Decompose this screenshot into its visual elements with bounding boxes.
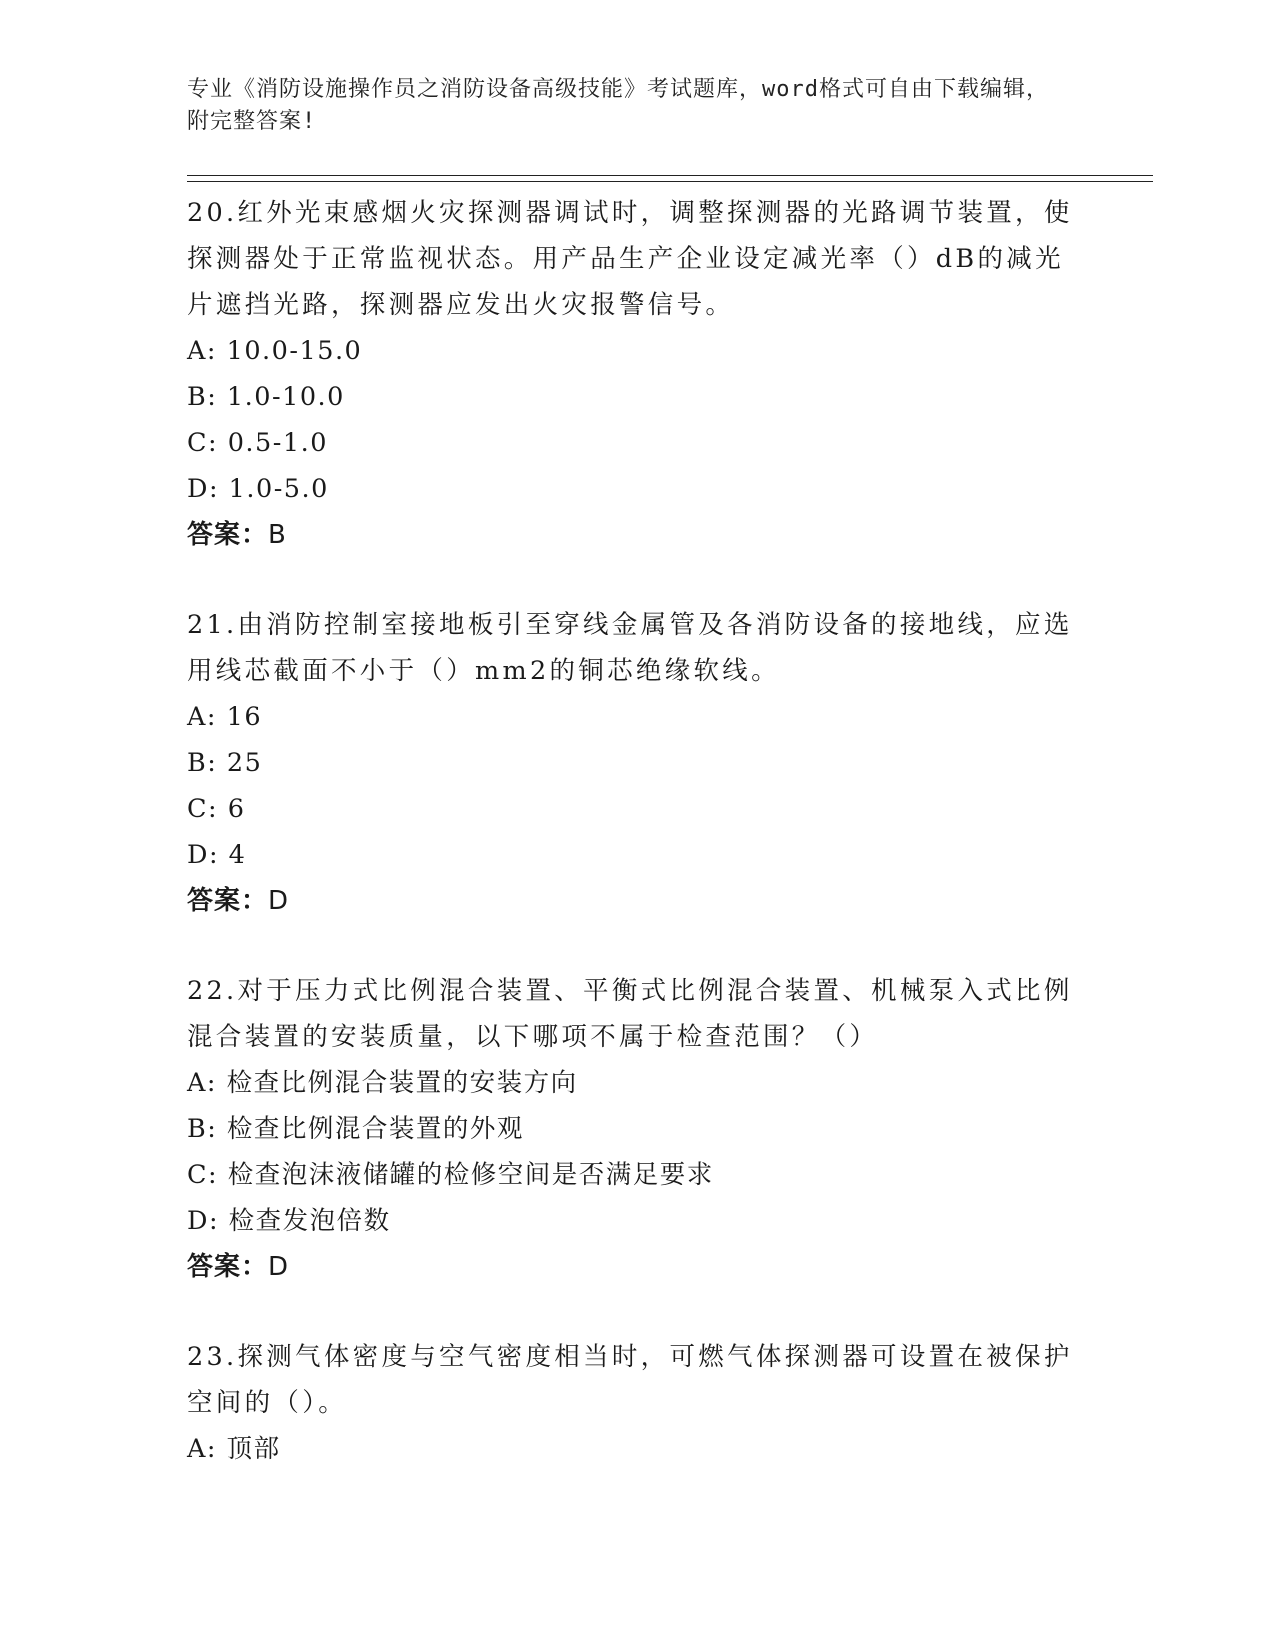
answer-line bbox=[187, 1244, 1087, 1290]
option-c: C: 0.5-1.0 bbox=[187, 428, 328, 458]
option-b: B: 检查比例混合装置的外观 bbox=[187, 1114, 524, 1144]
option-b: B: 25 bbox=[187, 748, 263, 778]
document-header-description: 专业《消防设施操作员之消防设备高级技能》考试题库，word格式可自由下载编辑，附完整答案! bbox=[187, 77, 1049, 134]
question-list bbox=[187, 190, 1087, 1472]
answer-line bbox=[187, 512, 1087, 558]
answer-value: D bbox=[268, 1252, 290, 1282]
option-a: A: 16 bbox=[187, 702, 263, 732]
answer-label: 答案： bbox=[187, 520, 269, 550]
question-21 bbox=[187, 602, 1087, 924]
question-23 bbox=[187, 1334, 1087, 1472]
option-c: C: 6 bbox=[187, 794, 246, 824]
question-stem: 22.对于压力式比例混合装置、平衡式比例混合装置、机械泵入式比例混合装置的安装质量，以下哪项不属于检查范围？（） bbox=[187, 976, 1073, 1052]
question-22 bbox=[187, 968, 1087, 1290]
option-d: D: 1.0-5.0 bbox=[187, 474, 329, 504]
answer-value: D bbox=[268, 886, 290, 916]
question-stem: 20.红外光束感烟火灾探测器调试时，调整探测器的光路调节装置，使探测器处于正常监视状态。用产品生产企业设定减光率（）dB的减光片遮挡光路，探测器应发出火灾报警信号。 bbox=[187, 198, 1073, 320]
option-a: A: 顶部 bbox=[187, 1434, 281, 1464]
header-divider-top bbox=[187, 175, 1153, 176]
option-d: D: 4 bbox=[187, 840, 247, 870]
option-a: A: 检查比例混合装置的安装方向 bbox=[187, 1068, 578, 1098]
answer-value: B bbox=[268, 520, 287, 550]
answer-label: 答案： bbox=[187, 1252, 269, 1282]
question-stem: 23.探测气体密度与空气密度相当时，可燃气体探测器可设置在被保护空间的（）。 bbox=[187, 1342, 1073, 1418]
question-20 bbox=[187, 190, 1087, 558]
header-divider-bottom bbox=[187, 181, 1153, 182]
answer-line bbox=[187, 878, 1087, 924]
option-b: B: 1.0-10.0 bbox=[187, 382, 345, 412]
question-stem: 21.由消防控制室接地板引至穿线金属管及各消防设备的接地线，应选用线芯截面不小于（）mm2的铜芯绝缘软线。 bbox=[187, 610, 1073, 686]
option-a: A: 10.0-15.0 bbox=[187, 336, 363, 366]
option-d: D: 检查发泡倍数 bbox=[187, 1206, 391, 1236]
answer-label: 答案： bbox=[187, 886, 269, 916]
option-c: C: 检查泡沫液储罐的检修空间是否满足要求 bbox=[187, 1160, 714, 1190]
